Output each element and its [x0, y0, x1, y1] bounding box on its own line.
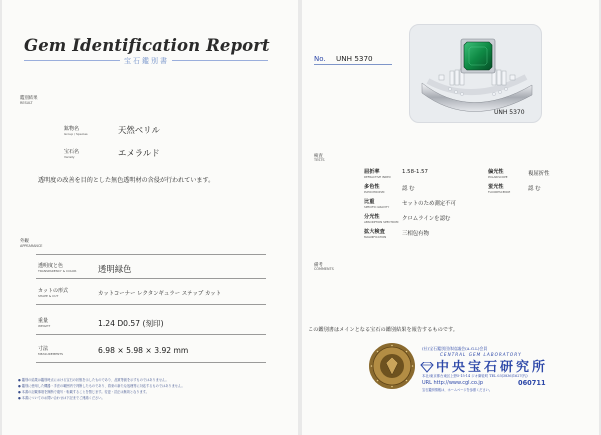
appearance-heading-en: APPEARANCE: [20, 244, 43, 248]
tests-heading-en: TESTS: [314, 158, 325, 162]
table-top-line: [36, 254, 266, 255]
result-heading-en: RESULT: [20, 101, 33, 105]
measurements-label-en: MEASUREMENTS: [38, 352, 64, 356]
weight-label-en: WEIGHT: [38, 324, 51, 328]
pleochroism-value: 認 む: [402, 186, 415, 192]
polariscope-label: 偏光性: [488, 169, 504, 175]
table-line: [36, 334, 266, 335]
sg-label: 比重: [364, 199, 375, 205]
right-page: [302, 0, 599, 435]
spectrum-label-en: ABSORPTION SPECTRUM: [364, 220, 399, 224]
ri-label: 屈折率: [364, 169, 380, 175]
cut-value: カットコーナー レクタンギュラー ステップ カット: [98, 291, 222, 297]
variety-label-en: Variety: [64, 155, 75, 159]
diamond-logo-icon: [420, 358, 434, 369]
variety-value: エメラルド: [118, 148, 160, 158]
transparency-value: 透明緑色: [98, 264, 132, 274]
ri-value: 1.58-1.57: [402, 169, 428, 175]
magnification-label: 拡大検査: [364, 229, 385, 235]
ri-label-en: REFRACTIVE INDEX: [364, 175, 391, 179]
org-note: 宝石鑑別情報は、ホームページを参照ください。: [422, 388, 493, 392]
title-rule-right: [172, 60, 268, 61]
polariscope-label-en: POLARISCOPE: [488, 175, 508, 179]
pleochroism-label: 多色性: [364, 184, 380, 190]
report-subtitle: 宝石鑑別書: [124, 57, 169, 65]
seal-emblem: [368, 342, 416, 390]
report-statement: この鑑別書はメインとなる宝石の鑑別結果を報告するものです。: [308, 327, 458, 333]
transparency-label: 透明度と色: [38, 263, 64, 269]
left-page: [2, 0, 298, 435]
species-label-en: Group / Species: [64, 132, 88, 136]
footnote: ● 本書の記載事項を無断で複写・転載することを禁じます。変更・訂正は無効となります。: [18, 390, 149, 394]
variety-label: 宝石名: [64, 149, 80, 155]
report-number: UNH 5370: [336, 54, 373, 63]
lab-seal: [368, 342, 416, 390]
report-number-rule: [314, 64, 392, 65]
treatment-note: 透明度の改善を目的とした無色透明材の含侵が行われています。: [38, 177, 215, 184]
ring-photo: [409, 24, 542, 123]
footnote: ● 鑑別の結果は鑑別時点における宝石の状態を示したものであり、品質等級を示すものではありません。: [18, 378, 169, 382]
sg-label-en: SPECIFIC GRAVITY: [364, 205, 390, 209]
spectrum-value: クロムラインを認む: [402, 216, 451, 222]
footnote: ● 鑑別に使用した機器・手法の範囲内で判断したものであり、将来の新たな処理等に対応するものではありません。: [18, 384, 185, 388]
report-title: Gem Identification Report: [24, 36, 270, 55]
transparency-label-en: TRANSPARENCY & COLOR: [38, 269, 77, 273]
comments-heading: 備考: [314, 263, 323, 268]
sg-value: セットのため測定不可: [402, 201, 456, 207]
title-rule-left: [24, 60, 120, 61]
species-label: 鉱物名: [64, 126, 80, 132]
org-name-jp: 中央宝石研究所: [436, 360, 549, 375]
measurements-value: 6.98 × 5.98 × 3.92 mm: [98, 346, 189, 355]
pleochroism-label-en: PLEOCHROISM: [364, 190, 385, 194]
org-address: 本社/東京都台東区上野5-15-14 ジオ御徒町 TEL 03(3836)1627(代): [422, 374, 528, 378]
measurements-label: 寸法: [38, 346, 49, 352]
magnification-value: 三相包有物: [402, 231, 429, 237]
fluorescence-label: 蛍光性: [488, 184, 504, 190]
weight-label: 重量: [38, 318, 49, 324]
comments-heading-en: COMMENTS: [314, 267, 334, 271]
table-line: [36, 278, 266, 279]
fluorescence-label-en: FLUORESCENCE: [488, 190, 511, 194]
org-url: URL http://www.cgl.co.jp: [422, 380, 483, 386]
magnification-label-en: MAGNIFICATION: [364, 235, 387, 239]
cut-label-en: SHAPE & CUT: [38, 294, 59, 298]
cut-label: カットの形式: [38, 288, 68, 294]
org-association: (社)宝石鑑別団体協議会(A.G.L)会員: [422, 346, 488, 351]
table-line: [36, 304, 266, 305]
org-name-en: CENTRAL GEM LABORATORY: [440, 352, 522, 357]
footnote: ● 本書についてのお問い合わせは下記までご連絡ください。: [18, 396, 105, 400]
serial-number: 060711: [518, 379, 546, 387]
ring-illustration: [410, 25, 541, 122]
spectrum-label: 分光性: [364, 214, 380, 220]
polariscope-value: 複屈折性: [528, 171, 550, 177]
appearance-heading: 外観: [20, 239, 29, 244]
fluorescence-value: 認 む: [528, 186, 541, 192]
table-bottom-line: [36, 362, 266, 363]
tests-heading: 検査: [314, 154, 323, 159]
report-number-label: No.: [314, 55, 326, 63]
weight-value: 1.24 D0.57 (刻印): [98, 319, 164, 328]
result-heading: 鑑別結果: [20, 96, 38, 101]
species-value: 天然ベリル: [118, 125, 160, 135]
photo-caption: UNH 5370: [494, 109, 525, 116]
